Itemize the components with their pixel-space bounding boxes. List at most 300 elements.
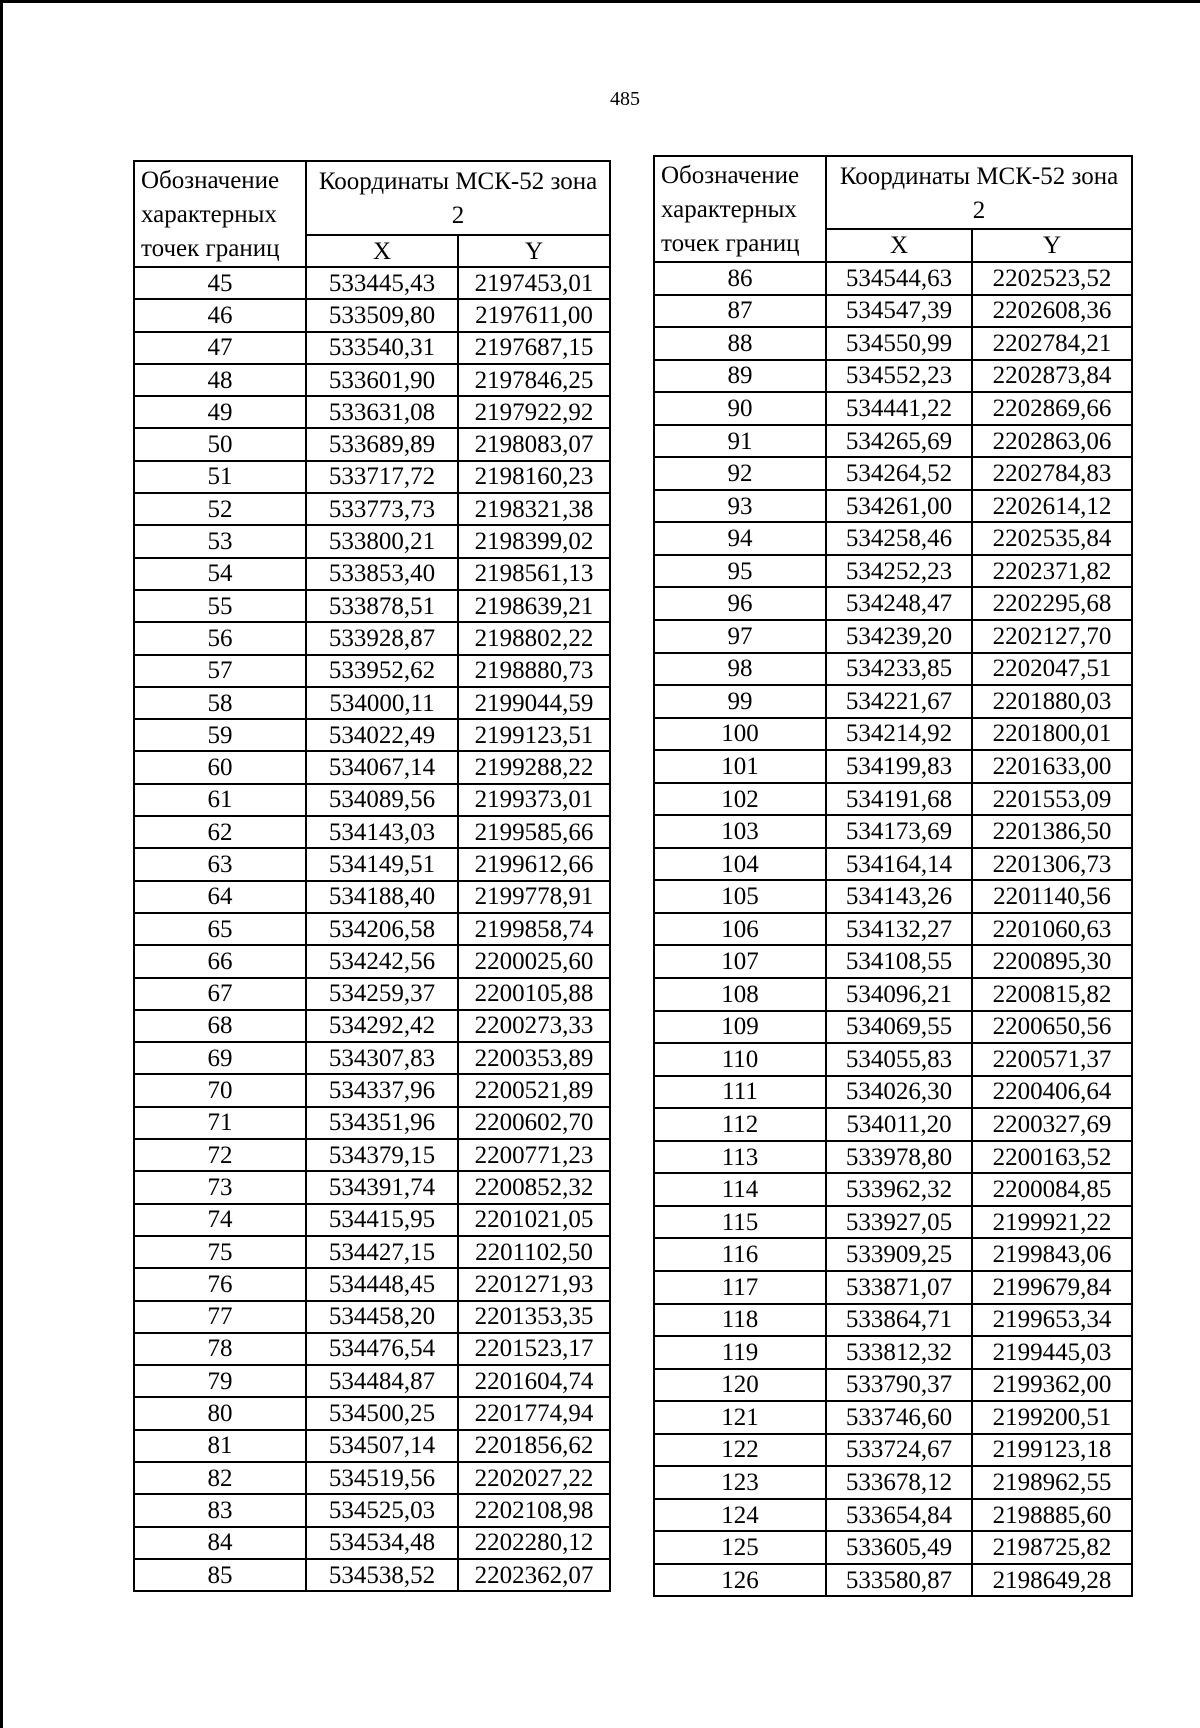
table-row — [654, 522, 1132, 555]
y-coordinate-cell: 2202535,84 — [972, 522, 1132, 555]
point-id-cell: 90 — [654, 392, 826, 425]
table-row — [134, 1074, 610, 1106]
table-row — [654, 1531, 1132, 1564]
y-header: Y — [972, 229, 1132, 262]
table-row — [134, 493, 610, 525]
y-coordinate-cell: 2200895,30 — [972, 945, 1132, 978]
x-coordinate-cell: 534391,74 — [306, 1171, 458, 1203]
x-coordinate-cell: 534239,20 — [826, 620, 972, 653]
y-coordinate-cell: 2201800,01 — [972, 718, 1132, 751]
table-row — [654, 392, 1132, 425]
x-coordinate-cell: 534415,95 — [306, 1204, 458, 1236]
y-coordinate-cell: 2201523,17 — [458, 1333, 610, 1365]
table-row — [654, 457, 1132, 490]
table-row — [654, 880, 1132, 913]
table-row — [654, 555, 1132, 588]
point-id-cell: 65 — [134, 913, 306, 945]
table-row — [134, 1462, 610, 1494]
y-coordinate-cell: 2202108,98 — [458, 1494, 610, 1526]
y-coordinate-cell: 2200025,60 — [458, 945, 610, 977]
point-id-cell: 49 — [134, 396, 306, 428]
y-coordinate-cell: 2202047,51 — [972, 653, 1132, 686]
y-coordinate-cell: 2199653,34 — [972, 1304, 1132, 1337]
x-coordinate-cell: 533746,60 — [826, 1401, 972, 1434]
table-row — [654, 1336, 1132, 1369]
x-coordinate-cell: 533654,84 — [826, 1499, 972, 1532]
y-coordinate-cell: 2198885,60 — [972, 1499, 1132, 1532]
table-body — [654, 262, 1132, 1596]
table-row — [654, 1499, 1132, 1532]
x-coordinate-cell: 533909,25 — [826, 1238, 972, 1271]
y-coordinate-cell: 2199123,18 — [972, 1434, 1132, 1467]
y-coordinate-cell: 2199288,22 — [458, 751, 610, 783]
y-coordinate-cell: 2200815,82 — [972, 978, 1132, 1011]
x-coordinate-cell: 534143,26 — [826, 880, 972, 913]
point-id-cell: 104 — [654, 848, 826, 881]
table-row — [134, 332, 610, 364]
coordinates-group-header: Координаты МСК-52 зона 2 — [306, 161, 610, 235]
point-id-cell: 121 — [654, 1401, 826, 1434]
y-coordinate-cell: 2201140,56 — [972, 880, 1132, 913]
point-id-cell: 59 — [134, 719, 306, 751]
point-id-cell: 61 — [134, 784, 306, 816]
point-id-cell: 52 — [134, 493, 306, 525]
point-id-cell: 115 — [654, 1206, 826, 1239]
y-coordinate-cell: 2197922,92 — [458, 396, 610, 428]
table-row — [134, 1333, 610, 1365]
table-row — [134, 816, 610, 848]
point-id-cell: 97 — [654, 620, 826, 653]
y-coordinate-cell: 2199123,51 — [458, 719, 610, 751]
y-coordinate-cell: 2201880,03 — [972, 685, 1132, 718]
point-id-cell: 57 — [134, 655, 306, 687]
point-id-cell: 122 — [654, 1434, 826, 1467]
y-coordinate-cell: 2202608,36 — [972, 295, 1132, 328]
table-row — [134, 1171, 610, 1203]
y-coordinate-cell: 2199679,84 — [972, 1271, 1132, 1304]
point-id-cell: 80 — [134, 1397, 306, 1429]
x-coordinate-cell: 534292,42 — [306, 1010, 458, 1042]
y-coordinate-cell: 2200273,33 — [458, 1010, 610, 1042]
x-coordinate-cell: 534534,48 — [306, 1527, 458, 1559]
x-coordinate-cell: 534206,58 — [306, 913, 458, 945]
point-id-cell: 56 — [134, 622, 306, 654]
table-row — [134, 1010, 610, 1042]
point-id-cell: 95 — [654, 555, 826, 588]
x-coordinate-cell: 533717,72 — [306, 461, 458, 493]
table-row — [134, 1559, 610, 1591]
point-id-cell: 68 — [134, 1010, 306, 1042]
y-coordinate-cell: 2198399,02 — [458, 525, 610, 557]
x-coordinate-cell: 534448,45 — [306, 1268, 458, 1300]
x-coordinate-cell: 533790,37 — [826, 1369, 972, 1402]
table-row — [134, 1301, 610, 1333]
y-coordinate-cell: 2198321,38 — [458, 493, 610, 525]
point-id-cell: 101 — [654, 750, 826, 783]
table-row — [654, 360, 1132, 393]
point-id-cell: 55 — [134, 590, 306, 622]
x-coordinate-cell: 533601,90 — [306, 364, 458, 396]
point-id-cell: 47 — [134, 332, 306, 364]
coordinates-table-left — [133, 160, 611, 1592]
y-coordinate-cell: 2200521,89 — [458, 1074, 610, 1106]
point-id-cell: 63 — [134, 848, 306, 880]
table-row — [654, 1108, 1132, 1141]
x-coordinate-cell: 533927,05 — [826, 1206, 972, 1239]
point-id-cell: 60 — [134, 751, 306, 783]
y-coordinate-cell: 2197846,25 — [458, 364, 610, 396]
table-row — [134, 1494, 610, 1526]
point-id-cell: 64 — [134, 881, 306, 913]
point-id-cell: 105 — [654, 880, 826, 913]
point-id-cell: 103 — [654, 815, 826, 848]
table-row — [654, 262, 1132, 295]
x-coordinate-cell: 534265,69 — [826, 425, 972, 458]
table-row — [134, 1268, 610, 1300]
y-coordinate-cell: 2202362,07 — [458, 1559, 610, 1591]
table-row — [134, 1365, 610, 1397]
point-id-cell: 93 — [654, 490, 826, 523]
x-coordinate-cell: 534000,11 — [306, 687, 458, 719]
point-id-cell: 85 — [134, 1559, 306, 1591]
x-coordinate-cell: 533724,67 — [826, 1434, 972, 1467]
y-coordinate-cell: 2202784,21 — [972, 327, 1132, 360]
point-name-header: Обозначение характерных точек границ — [654, 156, 826, 262]
table-row — [654, 783, 1132, 816]
x-coordinate-cell: 534547,39 — [826, 295, 972, 328]
y-coordinate-cell: 2199921,22 — [972, 1206, 1132, 1239]
table-row — [134, 461, 610, 493]
point-id-cell: 75 — [134, 1236, 306, 1268]
y-coordinate-cell: 2199200,51 — [972, 1401, 1132, 1434]
x-coordinate-cell: 534011,20 — [826, 1108, 972, 1141]
table-row — [654, 718, 1132, 751]
table-row — [134, 848, 610, 880]
x-coordinate-cell: 534519,56 — [306, 1462, 458, 1494]
point-id-cell: 117 — [654, 1271, 826, 1304]
table-row — [134, 428, 610, 460]
point-id-cell: 113 — [654, 1141, 826, 1174]
y-coordinate-cell: 2198160,23 — [458, 461, 610, 493]
y-coordinate-cell: 2198725,82 — [972, 1531, 1132, 1564]
x-coordinate-cell: 534089,56 — [306, 784, 458, 816]
x-coordinate-cell: 533871,07 — [826, 1271, 972, 1304]
point-id-cell: 76 — [134, 1268, 306, 1300]
point-id-cell: 111 — [654, 1076, 826, 1109]
x-coordinate-cell: 533689,89 — [306, 428, 458, 460]
x-coordinate-cell: 534233,85 — [826, 653, 972, 686]
x-coordinate-cell: 534164,14 — [826, 848, 972, 881]
x-coordinate-cell: 534026,30 — [826, 1076, 972, 1109]
x-coordinate-cell: 533928,87 — [306, 622, 458, 654]
table-row — [134, 525, 610, 557]
y-coordinate-cell: 2201021,05 — [458, 1204, 610, 1236]
table-row — [654, 815, 1132, 848]
point-id-cell: 86 — [654, 262, 826, 295]
table-row — [134, 687, 610, 719]
y-coordinate-cell: 2199362,00 — [972, 1369, 1132, 1402]
point-id-cell: 96 — [654, 587, 826, 620]
point-id-cell: 54 — [134, 558, 306, 590]
point-id-cell: 109 — [654, 1011, 826, 1044]
table-row — [134, 655, 610, 687]
table-row — [134, 396, 610, 428]
point-id-cell: 66 — [134, 945, 306, 977]
point-id-cell: 83 — [134, 1494, 306, 1526]
x-coordinate-cell: 534191,68 — [826, 783, 972, 816]
point-id-cell: 82 — [134, 1462, 306, 1494]
point-id-cell: 102 — [654, 783, 826, 816]
table-row — [654, 425, 1132, 458]
table-row — [134, 267, 610, 299]
x-coordinate-cell: 533952,62 — [306, 655, 458, 687]
point-id-cell: 78 — [134, 1333, 306, 1365]
point-id-cell: 87 — [654, 295, 826, 328]
point-id-cell: 72 — [134, 1139, 306, 1171]
x-coordinate-cell: 534067,14 — [306, 751, 458, 783]
point-id-cell: 110 — [654, 1043, 826, 1076]
x-coordinate-cell: 533631,08 — [306, 396, 458, 428]
table-row — [134, 558, 610, 590]
table-row — [134, 1527, 610, 1559]
point-id-cell: 69 — [134, 1042, 306, 1074]
coordinates-table-right — [653, 155, 1133, 1597]
x-coordinate-cell: 534351,96 — [306, 1107, 458, 1139]
table-row — [654, 653, 1132, 686]
x-coordinate-cell: 534143,03 — [306, 816, 458, 848]
y-coordinate-cell: 2200406,64 — [972, 1076, 1132, 1109]
point-id-cell: 62 — [134, 816, 306, 848]
point-id-cell: 125 — [654, 1531, 826, 1564]
point-name-header: Обозначение характерных точек границ — [134, 161, 306, 267]
page-number: 485 — [610, 88, 640, 110]
x-coordinate-cell: 534096,21 — [826, 978, 972, 1011]
x-coordinate-cell: 534252,23 — [826, 555, 972, 588]
x-coordinate-cell: 534149,51 — [306, 848, 458, 880]
x-coordinate-cell: 534264,52 — [826, 457, 972, 490]
x-coordinate-cell: 534337,96 — [306, 1074, 458, 1106]
y-coordinate-cell: 2200163,52 — [972, 1141, 1132, 1174]
table-row — [134, 1236, 610, 1268]
table-row — [654, 750, 1132, 783]
x-coordinate-cell: 534221,67 — [826, 685, 972, 718]
y-coordinate-cell: 2198639,21 — [458, 590, 610, 622]
x-coordinate-cell: 533605,49 — [826, 1531, 972, 1564]
point-id-cell: 74 — [134, 1204, 306, 1236]
y-coordinate-cell: 2202127,70 — [972, 620, 1132, 653]
y-coordinate-cell: 2202784,83 — [972, 457, 1132, 490]
table-row — [654, 1369, 1132, 1402]
point-id-cell: 116 — [654, 1238, 826, 1271]
y-coordinate-cell: 2199373,01 — [458, 784, 610, 816]
y-coordinate-cell: 2202295,68 — [972, 587, 1132, 620]
y-coordinate-cell: 2200602,70 — [458, 1107, 610, 1139]
table-row — [654, 327, 1132, 360]
x-coordinate-cell: 534242,56 — [306, 945, 458, 977]
point-id-cell: 89 — [654, 360, 826, 393]
x-coordinate-cell: 534458,20 — [306, 1301, 458, 1333]
point-id-cell: 67 — [134, 978, 306, 1010]
x-coordinate-cell: 534552,23 — [826, 360, 972, 393]
point-id-cell: 107 — [654, 945, 826, 978]
table-row — [654, 978, 1132, 1011]
point-id-cell: 58 — [134, 687, 306, 719]
y-coordinate-cell: 2197687,15 — [458, 332, 610, 364]
point-id-cell: 71 — [134, 1107, 306, 1139]
table-row — [654, 620, 1132, 653]
point-id-cell: 94 — [654, 522, 826, 555]
y-coordinate-cell: 2202863,06 — [972, 425, 1132, 458]
y-coordinate-cell: 2202371,82 — [972, 555, 1132, 588]
x-coordinate-cell: 533509,80 — [306, 299, 458, 331]
x-coordinate-cell: 533580,87 — [826, 1564, 972, 1597]
x-coordinate-cell: 534476,54 — [306, 1333, 458, 1365]
x-coordinate-cell: 534055,83 — [826, 1043, 972, 1076]
y-coordinate-cell: 2201856,62 — [458, 1430, 610, 1462]
point-id-cell: 88 — [654, 327, 826, 360]
point-id-cell: 73 — [134, 1171, 306, 1203]
y-coordinate-cell: 2198561,13 — [458, 558, 610, 590]
table-row — [134, 751, 610, 783]
table-body — [134, 267, 610, 1591]
point-id-cell: 118 — [654, 1304, 826, 1337]
table-row — [134, 1107, 610, 1139]
x-coordinate-cell: 534427,15 — [306, 1236, 458, 1268]
y-coordinate-cell: 2198649,28 — [972, 1564, 1132, 1597]
y-header: Y — [458, 235, 610, 267]
table-row — [654, 685, 1132, 718]
x-coordinate-cell: 534379,15 — [306, 1139, 458, 1171]
point-id-cell: 48 — [134, 364, 306, 396]
table-row — [654, 1141, 1132, 1174]
table-row — [134, 1139, 610, 1171]
point-id-cell: 108 — [654, 978, 826, 1011]
x-coordinate-cell: 534525,03 — [306, 1494, 458, 1526]
table-row — [654, 295, 1132, 328]
x-coordinate-cell: 534188,40 — [306, 881, 458, 913]
table-row — [134, 719, 610, 751]
table-row — [654, 1206, 1132, 1239]
y-coordinate-cell: 2201386,50 — [972, 815, 1132, 848]
y-coordinate-cell: 2198880,73 — [458, 655, 610, 687]
y-coordinate-cell: 2201060,63 — [972, 913, 1132, 946]
x-coordinate-cell: 534550,99 — [826, 327, 972, 360]
point-id-cell: 106 — [654, 913, 826, 946]
y-coordinate-cell: 2200852,32 — [458, 1171, 610, 1203]
x-coordinate-cell: 533812,32 — [826, 1336, 972, 1369]
coordinates-group-header: Координаты МСК-52 зона 2 — [826, 156, 1132, 229]
x-coordinate-cell: 533678,12 — [826, 1466, 972, 1499]
y-coordinate-cell: 2202873,84 — [972, 360, 1132, 393]
table-row — [654, 587, 1132, 620]
x-coordinate-cell: 534307,83 — [306, 1042, 458, 1074]
point-id-cell: 123 — [654, 1466, 826, 1499]
table-row — [654, 1173, 1132, 1206]
y-coordinate-cell: 2202614,12 — [972, 490, 1132, 523]
y-coordinate-cell: 2197453,01 — [458, 267, 610, 299]
x-coordinate-cell: 534022,49 — [306, 719, 458, 751]
y-coordinate-cell: 2199778,91 — [458, 881, 610, 913]
table-row — [134, 299, 610, 331]
point-id-cell: 46 — [134, 299, 306, 331]
point-id-cell: 92 — [654, 457, 826, 490]
y-coordinate-cell: 2200105,88 — [458, 978, 610, 1010]
x-coordinate-cell: 534441,22 — [826, 392, 972, 425]
y-coordinate-cell: 2201774,94 — [458, 1397, 610, 1429]
y-coordinate-cell: 2200571,37 — [972, 1043, 1132, 1076]
y-coordinate-cell: 2201553,09 — [972, 783, 1132, 816]
point-id-cell: 119 — [654, 1336, 826, 1369]
y-coordinate-cell: 2199044,59 — [458, 687, 610, 719]
table-row — [134, 913, 610, 945]
point-id-cell: 84 — [134, 1527, 306, 1559]
y-coordinate-cell: 2199585,66 — [458, 816, 610, 848]
x-header: X — [306, 235, 458, 267]
y-coordinate-cell: 2202523,52 — [972, 262, 1132, 295]
y-coordinate-cell: 2201604,74 — [458, 1365, 610, 1397]
table-row — [134, 1204, 610, 1236]
table-row — [654, 1304, 1132, 1337]
table-row — [134, 881, 610, 913]
x-coordinate-cell: 534108,55 — [826, 945, 972, 978]
x-coordinate-cell: 534538,52 — [306, 1559, 458, 1591]
table-row — [134, 978, 610, 1010]
x-header: X — [826, 229, 972, 262]
point-id-cell: 53 — [134, 525, 306, 557]
point-id-cell: 81 — [134, 1430, 306, 1462]
x-coordinate-cell: 533878,51 — [306, 590, 458, 622]
point-id-cell: 79 — [134, 1365, 306, 1397]
y-coordinate-cell: 2201353,35 — [458, 1301, 610, 1333]
y-coordinate-cell: 2201306,73 — [972, 848, 1132, 881]
table-row — [654, 1466, 1132, 1499]
table-row — [134, 1397, 610, 1429]
table-row — [654, 1238, 1132, 1271]
y-coordinate-cell: 2200650,56 — [972, 1011, 1132, 1044]
point-id-cell: 70 — [134, 1074, 306, 1106]
point-id-cell: 100 — [654, 718, 826, 751]
y-coordinate-cell: 2200771,23 — [458, 1139, 610, 1171]
point-id-cell: 114 — [654, 1173, 826, 1206]
point-id-cell: 112 — [654, 1108, 826, 1141]
table-row — [134, 590, 610, 622]
point-id-cell: 45 — [134, 267, 306, 299]
x-coordinate-cell: 533540,31 — [306, 332, 458, 364]
y-coordinate-cell: 2198962,55 — [972, 1466, 1132, 1499]
y-coordinate-cell: 2202280,12 — [458, 1527, 610, 1559]
point-id-cell: 98 — [654, 653, 826, 686]
table-row — [134, 784, 610, 816]
table-row — [654, 490, 1132, 523]
y-coordinate-cell: 2201633,00 — [972, 750, 1132, 783]
y-coordinate-cell: 2201102,50 — [458, 1236, 610, 1268]
point-id-cell: 50 — [134, 428, 306, 460]
table-row — [654, 1043, 1132, 1076]
x-coordinate-cell: 534199,83 — [826, 750, 972, 783]
point-id-cell: 124 — [654, 1499, 826, 1532]
y-coordinate-cell: 2198083,07 — [458, 428, 610, 460]
x-coordinate-cell: 533853,40 — [306, 558, 458, 590]
x-coordinate-cell: 534261,00 — [826, 490, 972, 523]
x-coordinate-cell: 533978,80 — [826, 1141, 972, 1174]
y-coordinate-cell: 2200327,69 — [972, 1108, 1132, 1141]
x-coordinate-cell: 533445,43 — [306, 267, 458, 299]
table-row — [654, 913, 1132, 946]
table-row — [654, 1076, 1132, 1109]
point-id-cell: 51 — [134, 461, 306, 493]
x-coordinate-cell: 534544,63 — [826, 262, 972, 295]
x-coordinate-cell: 533773,73 — [306, 493, 458, 525]
